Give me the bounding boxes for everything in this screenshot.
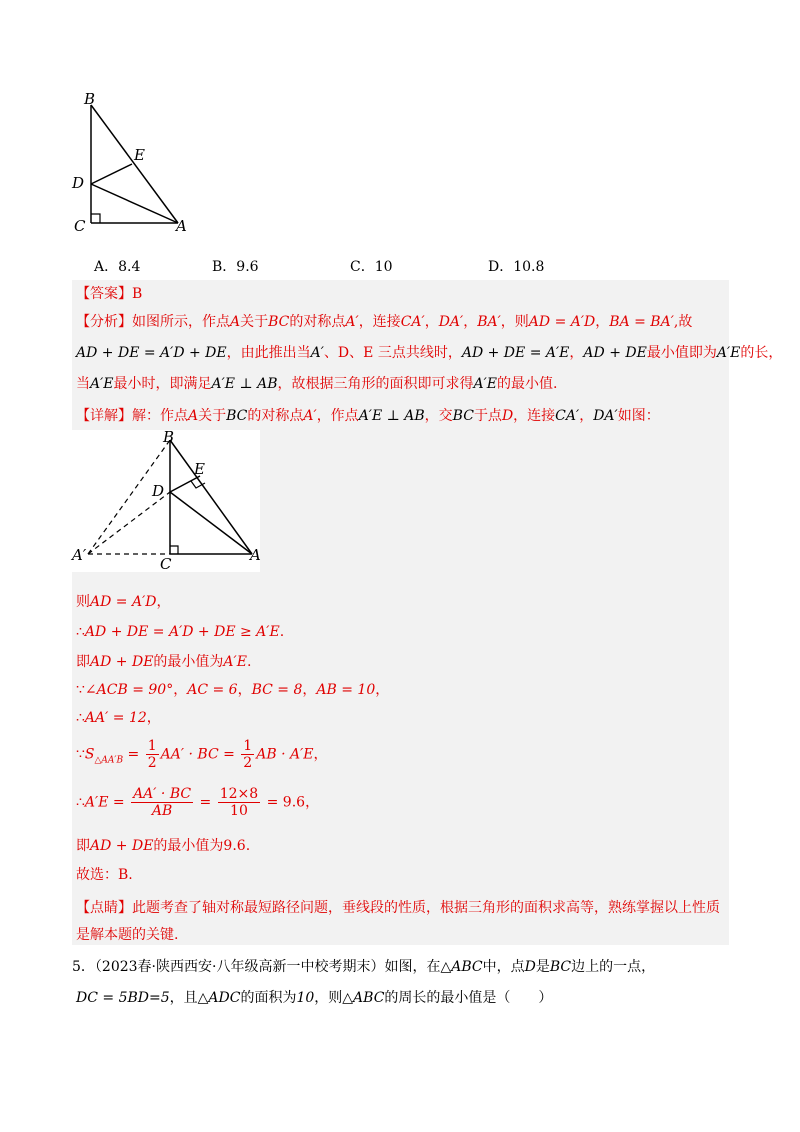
analysis-tag: 【分析】 [76,314,132,330]
detail-tag: 【详解】 [76,408,132,424]
step-5 [76,708,161,728]
detail-text: 关于 [198,408,227,424]
result-value: 9.6 [223,838,246,854]
analysis-text: ， [595,314,610,330]
math-a-prime: A′ [345,314,359,330]
math-d: D [501,408,514,424]
figure-1-label-d: D [72,174,85,192]
math-a-prime-e: A′E [473,376,498,392]
math-expr: AD + DE [90,654,154,670]
question-number: 5． [72,959,95,975]
final-choice: 故选：B. [76,867,133,883]
math-eq: AD + DE = A′D + DE [76,345,227,361]
math-triangle: △ABC [440,959,483,975]
option-d: D．10.8 [488,259,545,275]
fraction-denominator: AB [151,803,173,819]
math-a-prime: A′ [303,408,317,424]
analysis-text: 如图所示，作点 [132,314,230,330]
fraction-denominator: 2 [243,755,253,771]
figure-2-label-e: E [194,460,205,478]
comment-line-1 [76,898,720,918]
question-text: 的周长的最小值是（ ） [384,990,553,1006]
math-eq: BC = 8 [251,682,303,698]
fraction-half-2 [241,738,254,771]
therefore-symbol: ∴ [76,710,85,726]
step-text: ， [305,794,320,811]
analysis-text: ， [424,314,439,330]
math-equals: = [195,794,216,811]
math-expr: AD + DE [90,838,154,854]
step-7 [76,786,319,819]
figure-2-label-c: C [160,555,172,573]
figure-2-label-a: A [250,546,261,564]
analysis-text: ，连接 [358,314,401,330]
detail-text: ，连接 [513,408,556,424]
analysis-line-2 [76,343,782,363]
math-eq: AA′ = 12 [84,710,147,726]
math-expr: AB · A′E [256,746,314,763]
math-area: S [84,746,95,763]
figure-1-label-a: A [176,217,187,235]
math-value: 10 [296,990,315,1006]
step-text: ， [375,682,390,698]
math-eq: AD = A′D [90,594,157,610]
math-bc: BC [549,959,572,975]
step-text: . [245,838,251,854]
analysis-text: ， [569,345,584,361]
therefore-symbol: ∴ [76,794,85,811]
step-text: 的最小值为 [153,654,224,670]
detail-text: 如图： [617,408,660,424]
math-triangle: △ABC [342,990,385,1006]
figure-2 [72,430,260,572]
option-b: B．9.6 [212,259,259,275]
math-perp: A′E ⊥ AB [211,376,278,392]
figure-1-label-b: B [84,90,96,108]
question-text: ，则 [314,990,343,1006]
figure-2-label-d: D [152,482,165,500]
comment-text: 此题考查了轴对称最短路径问题，垂线段的性质，根据三角形的面积求高等，熟练掌握以上性质 [132,900,720,916]
math-a-prime-e: A′E [90,376,114,392]
comment-tag: 【点睛】 [76,900,132,916]
therefore-symbol: ∴ [76,624,85,640]
answer-tag: 【答案】 [76,286,132,302]
analysis-text: 的长， [740,345,783,361]
fraction-half-1 [146,738,159,771]
step-9 [76,865,133,885]
analysis-text: 最小值即为 [646,345,717,361]
analysis-text: ,故 [673,314,693,330]
step-text: . [279,624,285,640]
math-a: A [188,408,199,424]
question-5-line-2 [76,988,552,1008]
step-6 [76,738,327,771]
step-8 [76,836,250,856]
detail-text: ， [579,408,594,424]
step-text: . [246,654,252,670]
figure-2-label-a-prime: A′ [72,546,87,564]
comment-text: 是解本题的关键. [76,927,179,943]
question-text: 边上的一点， [571,959,656,975]
math-eq: AD = A′D [528,314,596,330]
answer-value: B [132,286,143,302]
math-da-prime: DA′ [593,408,618,424]
detail-text: 解：作点 [132,408,188,424]
option-c: C．10 [350,259,393,275]
math-da-prime: DA′ [438,314,464,330]
detail-text: ，交 [424,408,453,424]
analysis-text: ，由此推出当 [226,345,311,361]
step-4 [76,680,389,700]
math-a-prime: A′ [310,345,324,361]
math-bc: BC [226,408,248,424]
analysis-text: 当 [76,376,90,392]
math-bc: BC [268,314,290,330]
analysis-text: 的对称点 [289,314,346,330]
analysis-text: 最小时，即满足 [113,376,212,392]
fraction-numerator: AA′ · BC [133,786,192,802]
step-text: 则 [76,594,90,610]
question-text: 的面积为 [240,990,297,1006]
detail-line-1 [76,406,660,426]
step-text: ， [302,682,317,698]
math-eq: AC = 6 [187,682,238,698]
fraction-denominator: 2 [147,755,157,771]
math-d: D [524,959,536,975]
fraction-denominator: 10 [230,803,248,819]
detail-text: 于点 [473,408,502,424]
detail-text: ，作点 [316,408,359,424]
because-symbol: ∵ [76,746,85,763]
question-text: ，且 [169,990,198,1006]
math-bc: BC [452,408,474,424]
analysis-text: 关于 [240,314,269,330]
step-text: ， [237,682,252,698]
analysis-line-3 [76,374,557,394]
step-text: ， [146,710,161,726]
math-equals: = [123,746,144,763]
math-a: A [230,314,241,330]
fraction-numerator: 1 [147,738,157,754]
step-text: 即 [76,838,90,854]
math-ca-prime: CA′ [400,314,425,330]
analysis-text: 、D、E 三点共线时， [323,345,462,361]
step-text: 即 [76,654,90,670]
step-3 [76,652,251,672]
fraction-numerator: 1 [243,738,253,754]
question-text: 中，点 [482,959,525,975]
because-symbol: ∵ [76,682,85,698]
figure-1-label-e: E [134,146,145,164]
option-a: A．8.4 [94,259,141,275]
math-a-prime-e: A′E [716,345,741,361]
question-text: 是 [535,959,550,975]
math-a-prime-e: A′E [223,654,247,670]
math-ineq: AD + DE = A′D + DE ≥ A′E [84,624,280,640]
math-ba-prime: BA′ [477,314,501,330]
math-eq: BA = BA′ [609,314,674,330]
math-expr: A′E = [84,794,130,811]
analysis-text: ， [463,314,478,330]
fraction-96-10 [218,786,260,819]
step-text: ， [156,594,171,610]
math-eq: AD + DE = A′E [461,345,570,361]
step-2 [76,622,284,642]
answer-line [76,284,142,304]
analysis-text: ，故根据三角形的面积即可求得 [277,376,474,392]
analysis-text: 的最小值. [497,376,558,392]
math-perp: A′E ⊥ AB [358,408,425,424]
analysis-line-1 [76,312,692,332]
figure-2-triangle [72,430,260,572]
fraction-numerator: 12×8 [219,786,259,802]
step-text: ， [313,746,328,763]
math-expr: AA′ · BC = [160,746,240,763]
math-angle: ∠ACB = 90° [84,682,174,698]
math-expr: AD + DE [583,345,647,361]
comment-line-2 [76,925,178,945]
step-text: 的最小值为 [153,838,224,854]
math-result: = 9.6 [262,794,306,811]
step-text: ， [173,682,188,698]
question-text: （2023春·陕西西安·八年级高新一中校考期末）如图，在 [94,959,441,975]
figure-1-label-c: C [74,217,86,235]
fraction-aa-bc-ab [131,786,193,819]
detail-text: 的对称点 [247,408,304,424]
math-eq: DC = 5BD=5 [76,990,170,1006]
figure-2-label-b: B [163,428,175,446]
question-5-line-1 [72,957,655,977]
step-1 [76,592,170,612]
analysis-text: ，则 [500,314,529,330]
math-triangle: △ADC [197,990,241,1006]
math-ca-prime: CA′ [555,408,580,424]
math-subscript: △AA′B [94,755,124,766]
math-eq: AB = 10 [316,682,376,698]
figure-1 [70,90,200,240]
